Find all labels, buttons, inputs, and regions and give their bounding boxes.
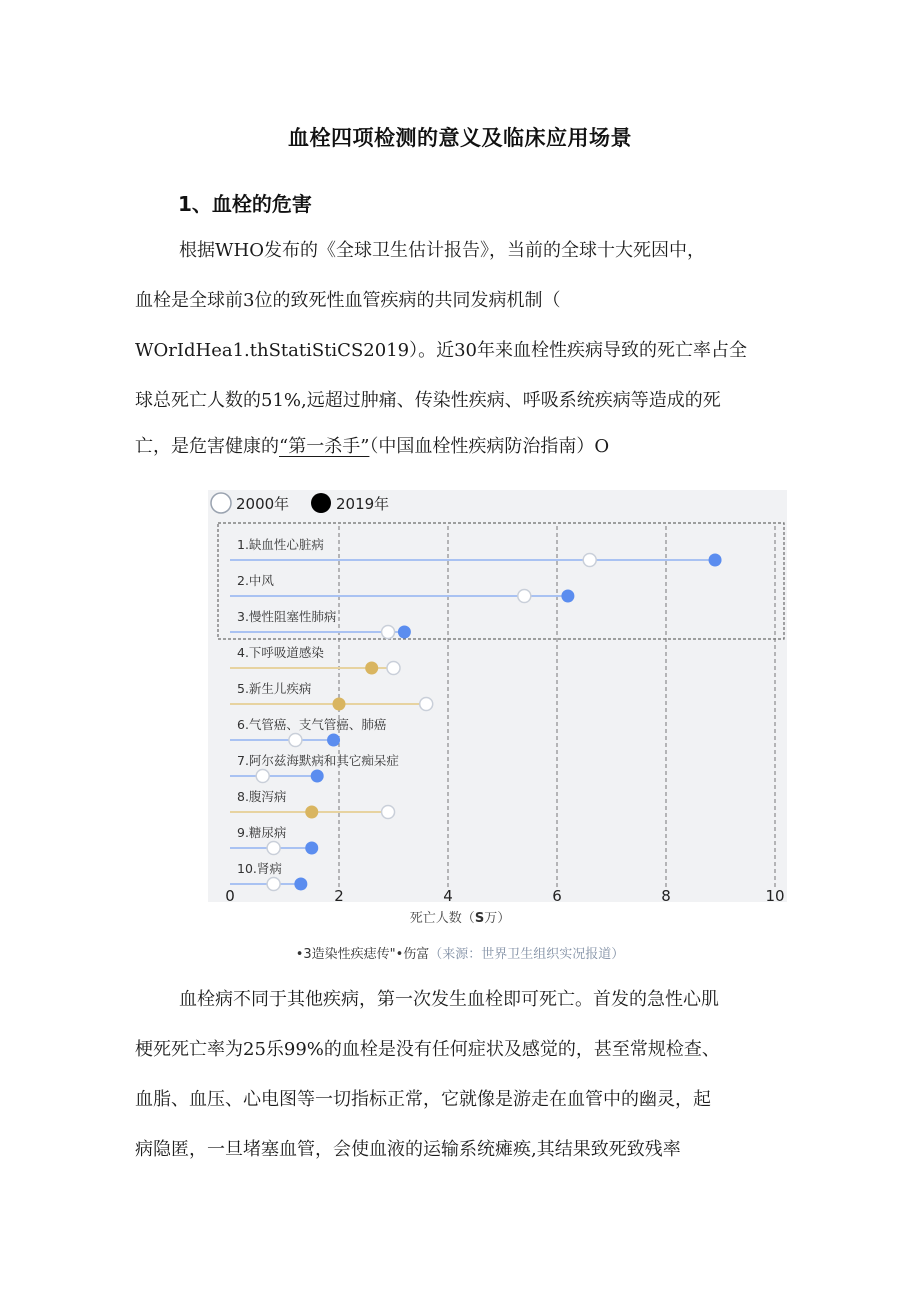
paragraph-2-line-2: 梗死死亡率为25乐99%的血栓是没有任何症状及感觉的，甚至常规检查、 (135, 1039, 720, 1060)
section-heading-1: 1、血栓的危害 (178, 192, 312, 216)
point-2000 (289, 734, 302, 747)
point-2000 (382, 626, 395, 639)
death-cause-chart (208, 490, 787, 902)
paragraph-1-line-3: WOrIdHea1.thStatiStiCS2019）。近30年来血栓性疾病导致的死亡率占全 (135, 340, 747, 361)
caption-main: •3造染性疾痣传"•伤富 (295, 947, 430, 962)
paragraph-2-line-3: 血脂、血压、心电图等一切指标正常，它就像是游走在血管中的幽灵，起 (135, 1089, 711, 1110)
point-2019 (333, 698, 346, 711)
point-2019 (398, 626, 411, 639)
point-2019 (294, 878, 307, 891)
legend-2019-label: 2019年 (336, 495, 390, 513)
point-2000 (420, 698, 433, 711)
point-2000 (382, 806, 395, 819)
point-2019 (709, 554, 722, 567)
point-2019 (305, 806, 318, 819)
x-axis-label-main: 死亡人数（ (409, 911, 475, 926)
x-axis-label-bold: S (474, 911, 485, 926)
point-2000 (267, 878, 280, 891)
point-2000 (518, 590, 531, 603)
point-2000 (387, 662, 400, 675)
x-tick-label-8: 8 (661, 887, 671, 902)
point-2019 (365, 662, 378, 675)
x-tick-label-10: 10 (765, 887, 785, 902)
x-tick-label-6: 6 (552, 887, 562, 902)
paragraph-1-line-5 (135, 432, 609, 458)
category-label: 2.中风 (237, 573, 274, 588)
category-label: 10.肾病 (237, 861, 282, 876)
paragraph-1 (135, 236, 790, 466)
point-2019 (561, 590, 574, 603)
point-2000 (256, 770, 269, 783)
point-2019 (327, 734, 340, 747)
legend-2019-marker (311, 493, 331, 513)
category-label: 9.糖尿病 (237, 825, 287, 840)
category-label: 3.慢性阻塞性肺病 (237, 609, 337, 624)
caption-source: （来源：世界卫生组织实况报道） (429, 947, 625, 962)
x-tick-label-4: 4 (443, 887, 453, 902)
document-title: 血栓四项检测的意义及临床应用场景 (288, 126, 632, 150)
point-2000 (267, 842, 280, 855)
category-label: 8.腹泻病 (237, 789, 287, 804)
category-label: 1.缺血性心脏病 (237, 537, 324, 552)
paragraph-2-line-4: 病隐匿，一旦堵塞血管，会使血液的运输系统瘫痪,其结果致死致残率 (135, 1139, 681, 1160)
x-tick-label-0: 0 (225, 887, 235, 902)
point-2000 (583, 554, 596, 567)
paragraph-1-line-2: 血栓是全球前3位的致死性血管疾病的共同发病机制（ (135, 290, 561, 311)
first-killer-emphasis: “第一杀手” (279, 436, 370, 457)
paragraph-2-line-1: 血栓病不同于其他疾病，第一次发生血栓即可死亡。首发的急性心肌 (179, 989, 719, 1010)
chart-svg (208, 490, 787, 902)
category-label: 4.下呼吸道感染 (237, 645, 324, 660)
paragraph-2 (135, 985, 790, 1185)
legend-2000-label: 2000年 (236, 495, 290, 513)
point-2019 (305, 842, 318, 855)
paragraph-1-line-4: 球总死亡人数的51%,远超过肿痛、传染性疾病、呼吸系统疾病等造成的死 (135, 390, 721, 411)
category-label: 5.新生儿疾病 (237, 681, 312, 696)
paragraph-1-line-1: 根据WHO发布的《全球卫生估计报告》，当前的全球十大死因中， (179, 240, 705, 261)
paragraph-1-text-b: （中国血栓性疾病防治指南）O (369, 436, 610, 457)
x-tick-label-2: 2 (334, 887, 344, 902)
x-axis-label-end: 万） (484, 911, 511, 926)
legend-2000-marker (211, 493, 231, 513)
category-label: 6.气管癌、支气管癌、肺癌 (237, 717, 387, 732)
point-2019 (311, 770, 324, 783)
category-label: 7.阿尔兹海默病和其它痴呆症 (237, 753, 399, 768)
chart-x-axis-label (0, 907, 920, 926)
chart-caption (0, 943, 920, 962)
paragraph-1-text-a: 亡，是危害健康的 (135, 436, 279, 457)
